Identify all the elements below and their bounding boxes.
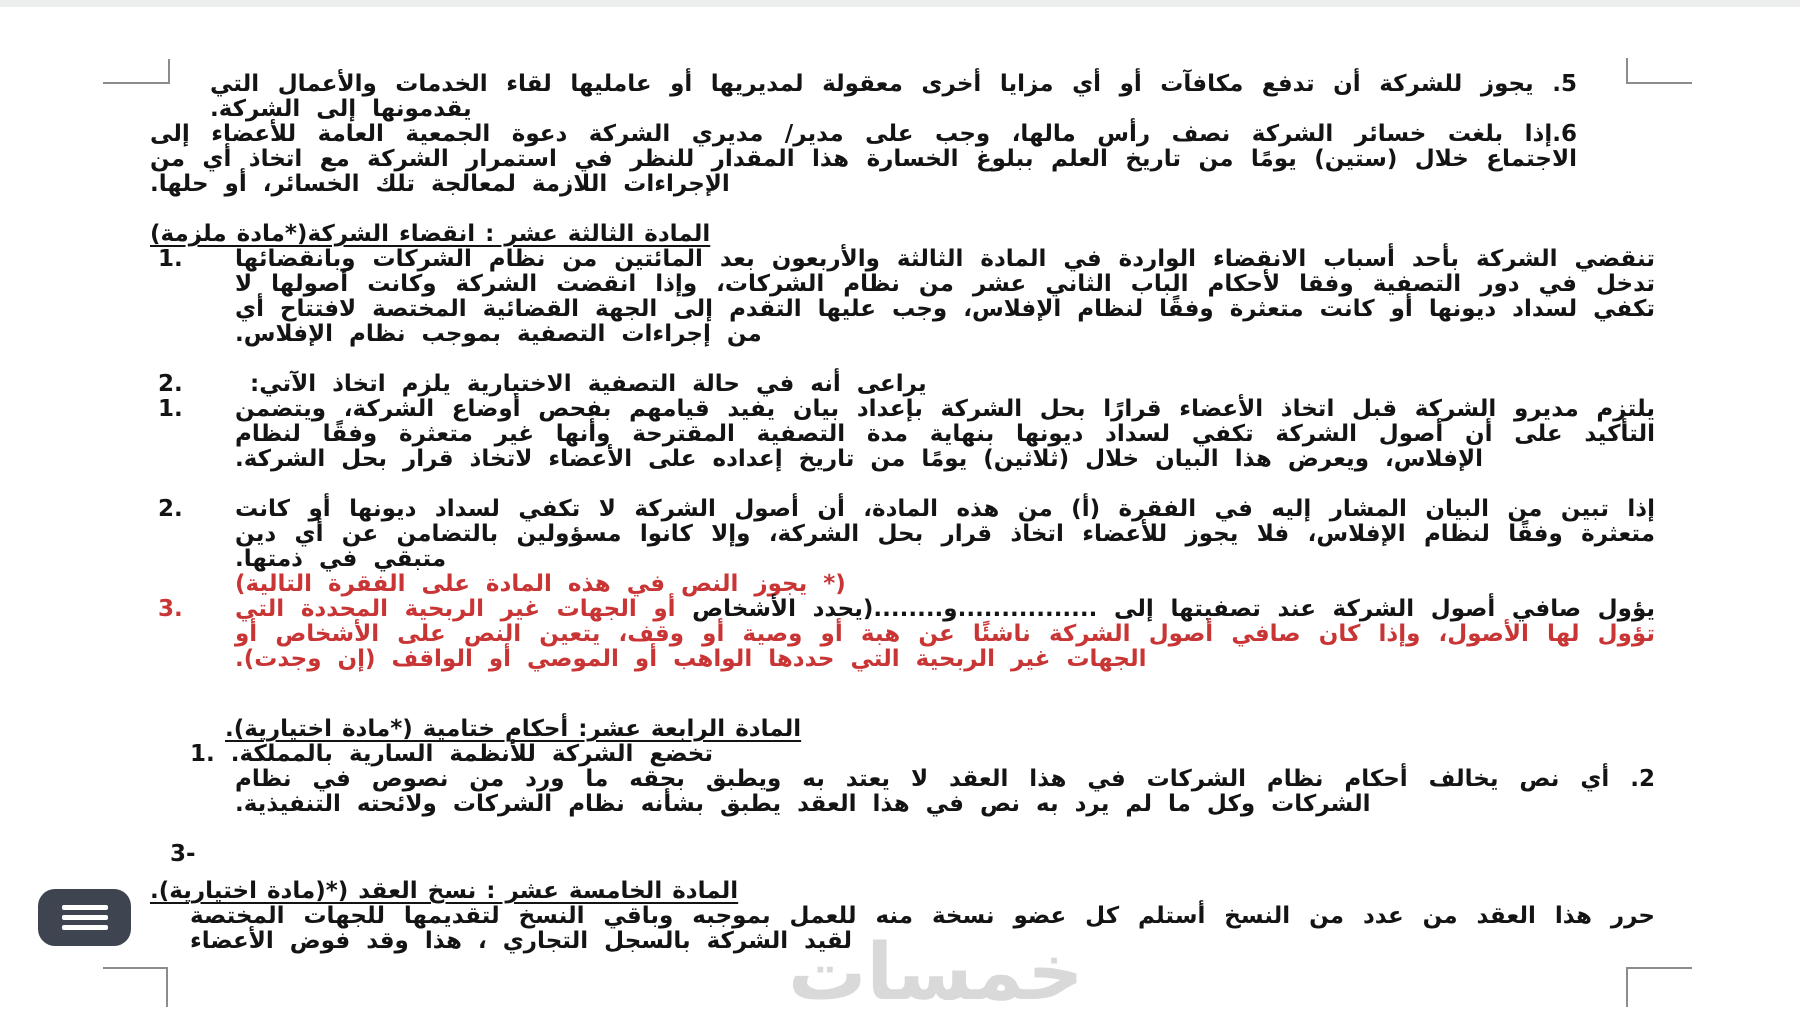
hamburger-bar <box>62 905 108 910</box>
hamburger-bar <box>62 915 108 920</box>
contract-page-text <box>150 72 1655 954</box>
article-14-heading: المادة الرابعة عشر: أحكام ختامية (*مادة اختيارية). <box>225 716 802 742</box>
item-number: 1. <box>158 246 183 272</box>
clause-6-paragraph: 6.إذا بلغت خسائر الشركة نصف رأس مالها، وجب على مدير/ مديري الشركة دعوة الجمعية العامة للأعضاء إلى الاجتماع خلال (ستين) يومًا من تاريخ العلم ببلوغ الخسارة هذا المقدار للنظر في استمرار الشركة مع اتخاذ أي من الإجراءات اللازمة لمعالجة تلك الخسائر، أو حلها. <box>150 121 1577 197</box>
article-15-heading: المادة الخامسة عشر : نسخ العقد (*(مادة اختيارية). <box>150 878 739 904</box>
article-13-subitem-1 <box>150 397 1655 497</box>
item-number: 1. <box>190 741 215 767</box>
article-13-heading: المادة الثالثة عشر : انقضاء الشركة(*مادة ملزمة) <box>150 221 711 247</box>
window-top-edge <box>0 0 1800 7</box>
item-text <box>150 597 1655 672</box>
item-text: إذا تبين من البيان المشار إليه في الفقرة (أ) من هذه المادة، أن أصول الشركة لا تكفي لسداد ديونها أو كانت متعثرة وفقًا لنظام الإفلاس، فلا يجوز للأعضاء اتخاذ قرار بحل الشركة، وإلا كانوا مسؤولين بالتضامن عن أي دين متبقي في ذمتها. <box>235 496 1655 572</box>
article-14-item-3-dash: 3- <box>170 841 196 867</box>
item-number: 2. <box>158 371 183 397</box>
item-text-red: أو الجهات غير الربحية المحددة التي تؤول لها الأصول، وإذا كان صافي أصول الشركة ناشئًا عن هبة أو وصية أو وقف، يتعين النص على الأشخاص أو الجهات غير الربحية التي حددها الواهب أو الموصي أو الواقف (إن وجدت). <box>235 596 1655 672</box>
hamburger-icon <box>62 905 108 930</box>
article-14-item-2: 2. أي نص يخالف أحكام نظام الشركات في هذا العقد لا يعتد به ويطبق بحقه ما ورد من نصوص في نظام الشركات وكل ما لم يرد به نص في هذا العقد يطبق بشأنه نظام الشركات ولائحته التنفيذية. <box>235 766 1655 817</box>
item-text: تخضع الشركة للأنظمة السارية بالمملكة. <box>230 741 714 767</box>
clause-5-paragraph: 5. يجوز للشركة أن تدفع مكافآت أو أي مزايا أخرى معقولة لمديريها أو عامليها لقاء الخدمات والأعمال التي يقدمونها إلى الشركة. <box>210 71 1577 122</box>
khamsat-watermark: خمسات <box>788 928 1084 1018</box>
menu-button[interactable] <box>38 889 131 946</box>
crop-mark-bottom-right <box>1626 967 1692 1007</box>
item-text-black: يؤول صافي أصول الشركة عند تصفيتها إلى ................و........(يحدد الأشخاص <box>675 596 1655 622</box>
article-15-paragraph: حرر هذا العقد من عدد من النسخ أستلم كل عضو نسخة منه للعمل بموجبه وباقي النسخ لتقديمها للجهات المختصة لقيد الشركة بالسجل التجاري ، هذا وقد فوض الأعضاء <box>190 903 1655 954</box>
item-number: 1. <box>158 396 183 422</box>
article-13-item-1 <box>150 247 1655 372</box>
optional-clause-note: (* يجوز النص في هذه المادة على الفقرة التالية) <box>235 571 846 597</box>
article-13-subitem-2 <box>150 497 1655 572</box>
item-text: يراعى أنه في حالة التصفية الاختيارية يلزم اتخاذ الآتي: <box>250 371 927 397</box>
item-number: 2. <box>158 496 183 522</box>
item-text: يلتزم مديرو الشركة قبل اتخاذ الأعضاء قرارًا بحل الشركة بإعداد بيان يفيد قيامهم بفحص أوضاع الشركة، ويتضمن التأكيد على أن أصول الشركة تكفي لسداد ديونها بنهاية مدة التصفية المقترحة وأنها غير متعثرة وفقًا لنظام الإفلاس، ويعرض هذا البيان خلال (ثلاثين) يومًا من تاريخ إعداده على الأعضاء لاتخاذ قرار بحل الشركة. <box>235 396 1655 472</box>
hamburger-bar <box>62 925 108 930</box>
item-text: تنقضي الشركة بأحد أسباب الانقضاء الواردة في المادة الثالثة والأربعون بعد المائتين من نظام الشركات وبانقضائها تدخل في دور التصفية وفقا لأحكام الباب الثاني عشر من نظام الشركات، وإذا انقضت الشركة وكانت أصولها لا تكفي لسداد ديونها أو كانت متعثرة وفقًا لنظام الإفلاس، وجب عليها التقدم إلى الجهة القضائية المختصة لافتتاح أي من إجراءات التصفية بموجب نظام الإفلاس. <box>235 246 1655 347</box>
item-number: 3. <box>158 596 183 622</box>
article-13-item-2 <box>150 372 1655 397</box>
article-14-item-1 <box>190 742 1655 767</box>
crop-mark-bottom-left <box>103 967 168 1007</box>
article-13-item-3 <box>150 597 1655 697</box>
